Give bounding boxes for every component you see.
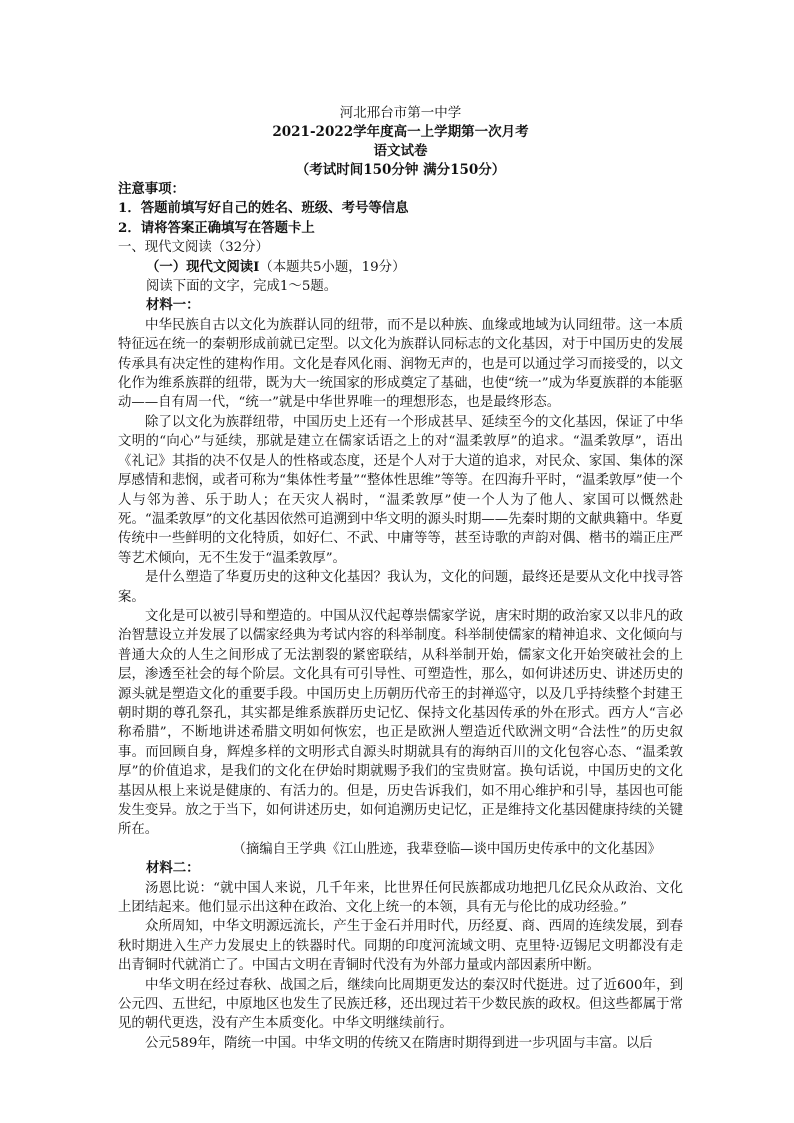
note-item-1: 1．答题前填写好自己的姓名、班级、考号等信息 (118, 200, 409, 217)
notes-title: 注意事项： (118, 181, 185, 197)
material-2-paragraph-4: 公元589年，隋统一中国。中华文明的传统又在隋唐时期得到进一步巩固与丰富。以后 (145, 1035, 653, 1051)
subsection-detail: （本题共5小题，19分） (259, 259, 406, 275)
section-title: 一、现代文阅读（32分） (118, 240, 269, 256)
material-2-paragraph-1: 汤恩比说：“就中国人来说，几千年来，比世界任何民族都成功地把几亿民众从政治、文化上团结起来。他们显示出这种在政治、文化上统一的本领，具有无与伦比的成功经验。” (118, 880, 683, 916)
material-2-label: 材料二： (146, 860, 200, 877)
material-1-paragraph-3: 是什么塑造了华夏历史的这种文化基因？我认为，文化的问题，最终还是要从文化中找寻答案。 (118, 570, 683, 605)
subject-title: 语文试卷 (373, 143, 428, 159)
exam-header (118, 104, 683, 180)
exam-title: 2021-2022学年度高一上学期第一次月考 (272, 124, 529, 140)
material-1-label: 材料一： (146, 297, 200, 314)
note-item-2: 2．请将答案正确填写在答题卡上 (118, 219, 315, 236)
material-2-paragraph-3: 中华文明在经过春秋、战国之后，继续向比周期更发达的秦汉时代挺进。过了近600年，到公元四、五世纪，中原地区也发生了民族迁移，还出现过若干少数民族的政权。但这些都属于常见的朝代更迭，没有产生本质变化。中华文明继续前行。 (118, 977, 683, 1032)
subsection-label: （一）现代文阅读Ⅰ (146, 258, 260, 275)
material-1-paragraph-2: 除了以文化为族群纽带，中国历史上还有一个形成甚早、延续至今的文化基因，保证了中华文明的“向心”与延续，那就是建立在儒家话语之上的对“温柔敦厚”的追求。“温柔敦厚”，语出《礼记》其指的决不仅是人的性格或态度，还是个人对于大道的追求，对民众、家国、集体的深厚感情和悲悯，或者可称为“集体性考量”“整体性思维”等等。在四海升平时，“温柔敦厚”使一个人与邻为善、乐于助人；在天灾人祸时，“温柔敦厚”使一个人为了他人、家国可以慨然赴死。“温柔敦厚”的文化基因依然可追溯到中华文明的源头时期——先秦时期的文献典籍中。华夏传统中一些鲜明的文化特质，如好仁、不武、中庸等等，甚至诗歌的声韵对偶、楷书的端正庄严等艺术倾向，无不生发于“温柔敦厚”。 (118, 414, 683, 566)
material-2-paragraph-2: 众所周知，中华文明源远流长，产生于金石并用时代，历经夏、商、西周的连续发展，到春秋时期进入生产力发展史上的铁器时代。同期的印度河流域文明、克里特·迈锡尼文明都没有走出青铜时代就消亡了。中国古文明在青铜时代没有为外部力量或内部因素所中断。 (118, 919, 683, 974)
school-name: 河北邢台市第一中学 (339, 105, 462, 121)
exam-page (118, 104, 683, 1053)
material-1-source: （摘编自王学典《江山胜迹，我辈登临—谈中国历史传承中的文化基因》 (232, 841, 661, 857)
material-1-paragraph-4: 文化是可以被引导和塑造的。中国从汉代起尊崇儒家学说，唐宋时期的政治家又以非凡的政治智慧设立并发展了以儒家经典为考试内容的科举制度。科举制使儒家的精神追求、文化倾向与普通大众的人生之间形成了无法割裂的紧密联结，从科举制开始，儒家文化开始突破社会的上层，渗透至社会的每个阶层。文化具有可引导性、可塑造性，那么，如何讲述历史、讲述历史的源头就是塑造文化的重要手段。中国历史上历朝历代帝王的封禅巡守，以及几乎持续整个封建王朝时期的尊孔祭孔，其实都是维系族群历史记忆、保持文化基因传承的外在形式。西方人“言必称希腊”，不断地讲述希腊文明如何恢宏，也正是欧洲人塑造近代欧洲文明“合法性”的历史叙事。而回顾自身，辉煌多样的文明形式自源头时期就具有的海纳百川的文化包容心态、“温柔敦厚”的价值追求，是我们的文化在伊始时期就赐予我们的宝贵财富。换句话说，中国历史的文化基因从根上来说是健康的、有活力的。但是，历史告诉我们，如不用心维护和引导，基因也可能发生变异。放之于当下，如何讲述历史，如何追溯历史记忆，正是维持文化基因健康持续的关键所在。 (118, 608, 683, 838)
material-1-paragraph-1: 中华民族自古以文化为族群认同的纽带，而不是以种族、血缘或地域为认同纽带。这一本质特征远在统一的秦朝形成前就已定型。以文化为族群认同标志的文化基因，对于中国历史的发展传承具有决定性的建构作用。文化是春风化雨、润物无声的，也是可以通过学习而接受的，以文化作为维系族群的纽带，既为大一统国家的形成奠定了基础，也使“统一”成为华夏族群的本能驱动——自有周一代，“统一”就是中华世界唯一的理想形态，也是最终形态。 (118, 317, 683, 411)
reading-instruction: 阅读下面的文字，完成1～5题。 (146, 279, 338, 295)
subsection-title (118, 258, 683, 277)
exam-time: （考试时间150分钟 满分150分） (295, 162, 506, 178)
